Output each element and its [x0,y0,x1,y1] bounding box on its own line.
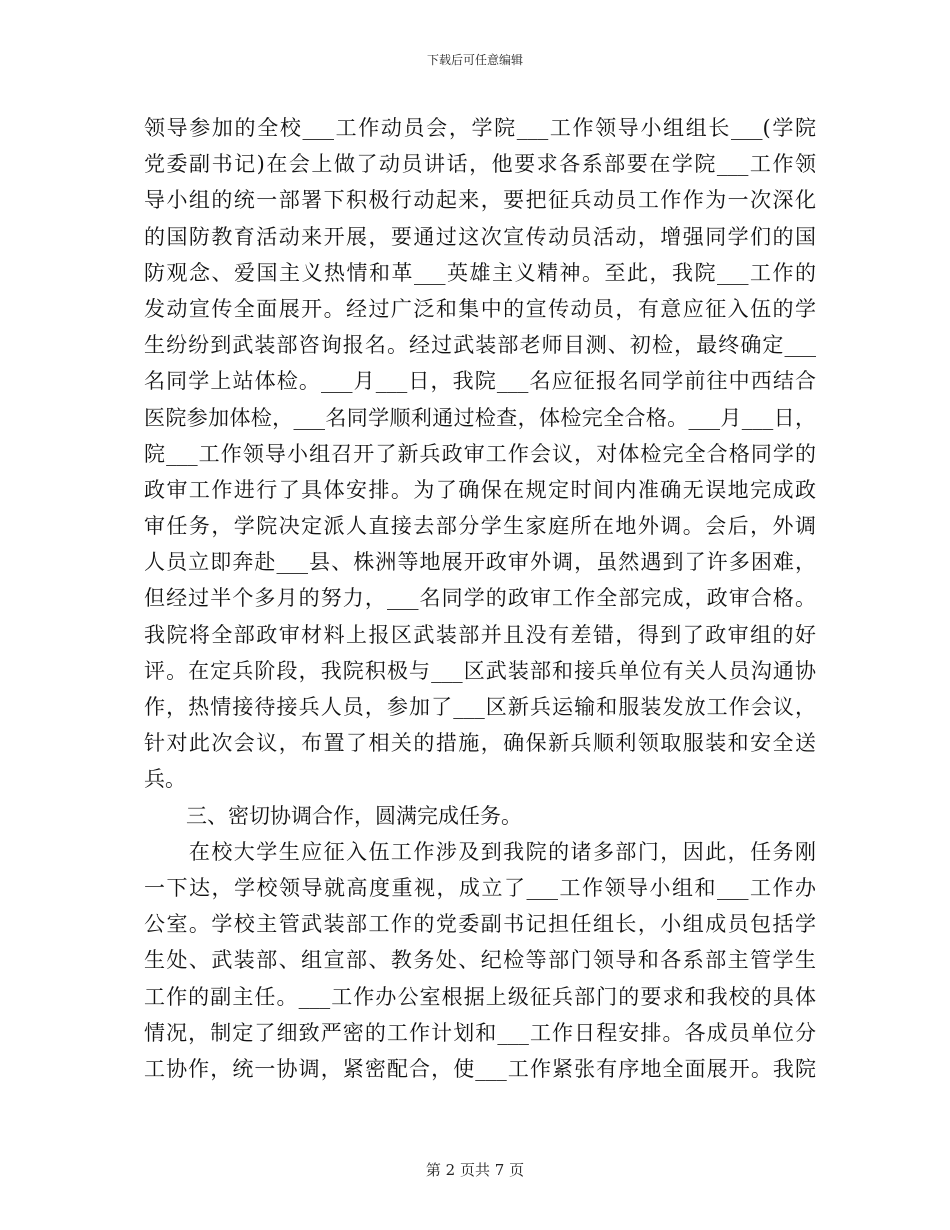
text-line: 兵。 [144,767,186,792]
text-line: 防观念、爱国主义热情和革___英雄主义精神。至此，我院___工作的 [144,260,816,285]
text-line: 党委副书记)在会上做了动员讲话，他要求各系部要在学院___工作领 [144,152,816,177]
text-line: 工作的副主任。___工作办公室根据上级征兵部门的要求和我校的具体 [144,984,816,1009]
text-line: 生处、武装部、组宣部、教务处、纪检等部门领导和各系部主管学生 [144,948,816,973]
text-line: 针对此次会议，布置了相关的措施，确保新兵顺利领取服装和安全送 [144,731,816,756]
text-line: 一下达，学校领导就高度重视，成立了___工作领导小组和___工作办 [144,875,816,900]
text-line: 审任务，学院决定派人直接去部分学生家庭所在地外调。会后，外调 [144,514,816,539]
text-line: 在校大学生应征入伍工作涉及到我院的诸多部门，因此，任务刚 [144,839,816,864]
text-line: 工协作，统一协调，紧密配合，使___工作紧张有序地全面展开。我院 [144,1056,816,1081]
text-line: 评。在定兵阶段，我院积极与___区武装部和接兵单位有关人员沟通协 [144,658,816,683]
page-footer: 第 2 页共 7 页 [425,1161,525,1179]
page-header: 下载后可任意编辑 [426,53,523,67]
text-line: 但经过半个多月的努力，___名同学的政审工作全部完成，政审合格。 [144,586,816,611]
text-line: 领导参加的全校___工作动员会，学院___工作领导小组组长___(学院 [144,116,816,140]
text-line: 作，热情接待接兵人员，参加了___区新兵运输和服装发放工作会议， [144,695,816,719]
text-line: 院___工作领导小组召开了新兵政审工作会议，对体检完全合格同学的 [144,441,816,466]
text-line: 人员立即奔赴___县、株洲等地展开政审外调，虽然遇到了许多困难， [144,550,816,575]
text-line: 医院参加体检，___名同学顺利通过检查，体检完全合格。___月___日， [144,405,816,430]
text-line: 发动宣传全面展开。经过广泛和集中的宣传动员，有意应征入伍的学 [144,296,816,321]
text-line: 的国防教育活动来开展，要通过这次宣传动员活动，增强同学们的国 [144,224,816,249]
text-line: 名同学上站体检。___月___日，我院___名应征报名同学前往中西结合 [144,369,816,394]
text-line: 三、密切协调合作，圆满完成任务。 [144,803,522,828]
text-line: 生纷纷到武装部咨询报名。经过武装部老师目测、初检，最终确定___ [144,333,816,358]
text-line: 情况，制定了细致严密的工作计划和___工作日程安排。各成员单位分 [144,1020,816,1045]
text-line: 我院将全部政审材料上报区武装部并且没有差错，得到了政审组的好 [144,622,816,647]
body-text [144,110,816,1087]
text-line: 公室。学校主管武装部工作的党委副书记担任组长，小组成员包括学 [144,912,816,937]
text-line: 政审工作进行了具体安排。为了确保在规定时间内准确无误地完成政 [144,477,816,502]
text-line: 导小组的统一部署下积极行动起来，要把征兵动员工作作为一次深化 [144,188,816,213]
